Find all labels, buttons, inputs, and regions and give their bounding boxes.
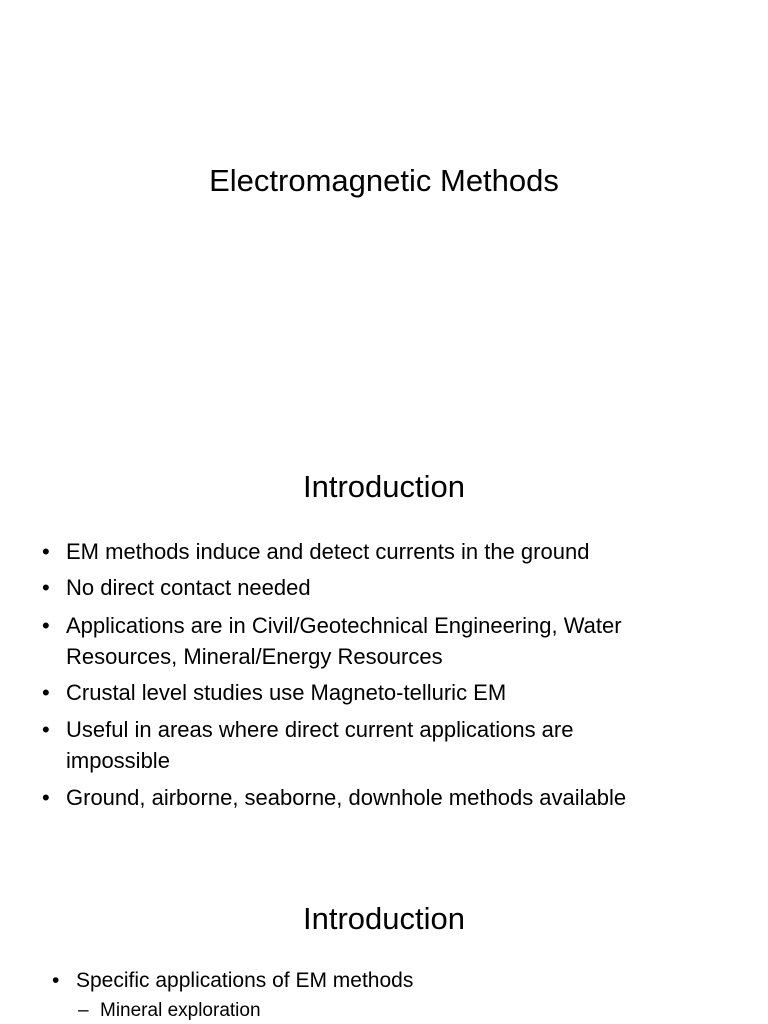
bullet-text: Ground, airborne, seaborne, downhole methods available	[66, 785, 627, 810]
bullet-text-continued: impossible	[66, 748, 170, 773]
slide-3-title: Introduction	[303, 901, 465, 936]
bullet-text: Specific applications of EM methods	[76, 969, 414, 992]
bullet-marker: •	[52, 969, 60, 992]
bullet-text: Applications are in Civil/Geotechnical Engineering, Water	[66, 613, 622, 638]
bullet-marker: •	[42, 680, 50, 705]
bullet-marker: •	[42, 539, 50, 564]
bullet-marker: •	[42, 613, 50, 638]
bullet-text: EM methods induce and detect currents in the ground	[66, 539, 590, 564]
sub-bullet-marker: –	[78, 1000, 89, 1021]
bullet-text: No direct contact needed	[66, 575, 311, 600]
bullet-text: Useful in areas where direct current applications are	[66, 717, 574, 742]
slide-1-title: Electromagnetic Methods	[209, 163, 559, 198]
bullet-marker: •	[42, 717, 50, 742]
bullet-text: Crustal level studies use Magneto-telluric EM	[66, 680, 507, 705]
sub-bullet-text: Mineral exploration	[100, 1000, 261, 1021]
bullet-marker: •	[42, 785, 50, 810]
slide-2-title: Introduction	[303, 469, 465, 504]
bullet-marker: •	[42, 575, 50, 600]
bullet-text-continued: Resources, Mineral/Energy Resources	[66, 644, 443, 669]
